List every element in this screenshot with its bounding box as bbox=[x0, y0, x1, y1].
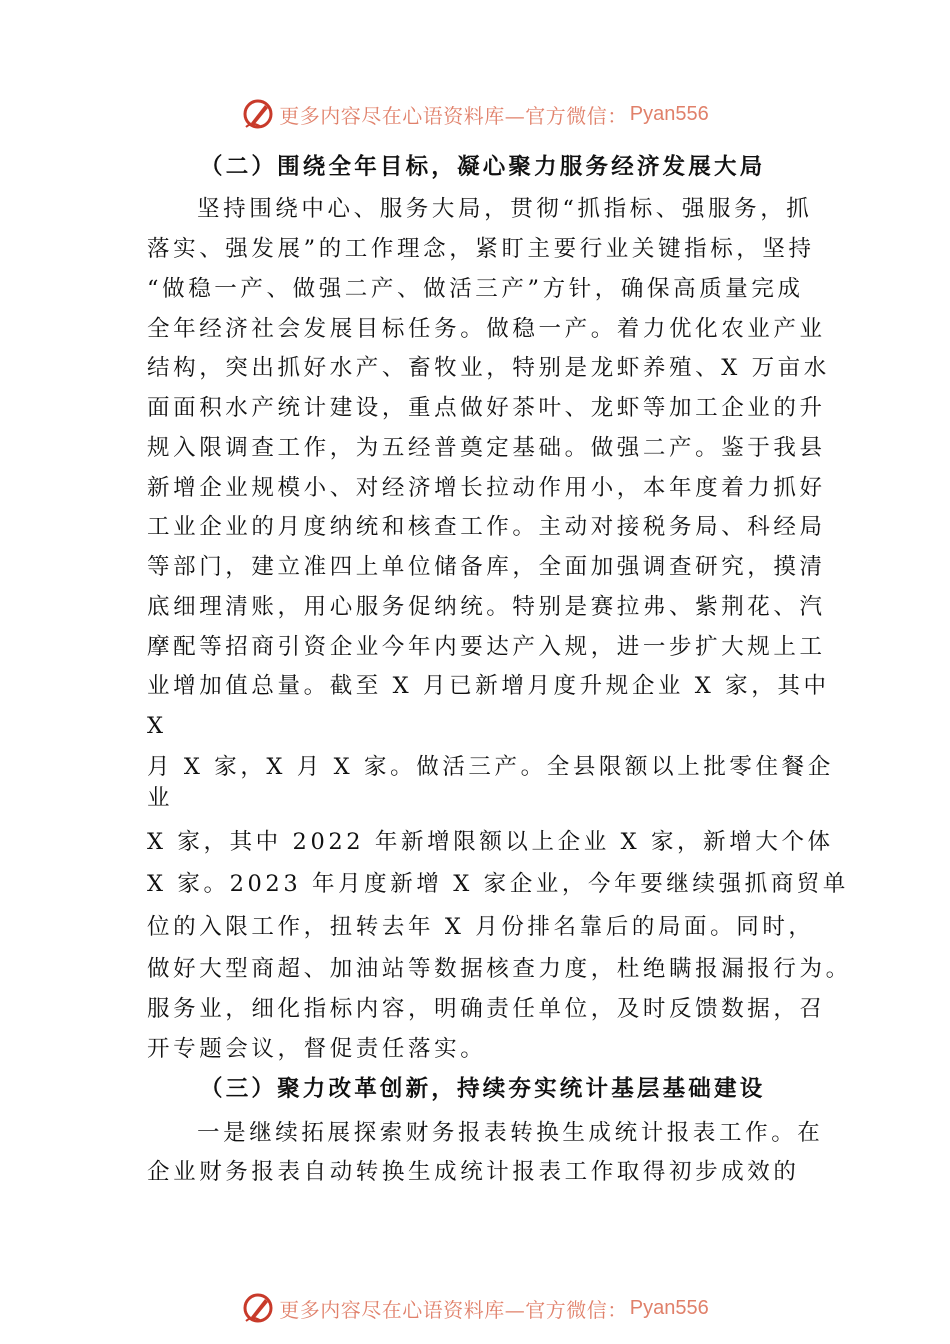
watermark-text: 更多内容尽在心语资料库—官方微信： bbox=[279, 1297, 628, 1322]
body-line: 底细理清账，用心服务促纳统。特别是赛拉弗、紫荆花、汽 bbox=[147, 594, 826, 620]
body-line: 面面积水产统计建设，重点做好茶叶、龙虾等加工企业的升 bbox=[147, 395, 826, 421]
body-line: 企业财务报表自动转换生成统计报表工作取得初步成效的 bbox=[147, 1159, 800, 1185]
footer-watermark bbox=[0, 1288, 950, 1328]
body-line: 业 bbox=[147, 785, 174, 811]
body-line: 一是继续拓展探索财务报表转换生成统计报表工作。在 bbox=[197, 1120, 824, 1146]
body-line: 规入限调查工作，为五经普奠定基础。做强二产。鉴于我县 bbox=[147, 435, 826, 461]
body-line: 坚持围绕中心、服务大局，贯彻“抓指标、强服务，抓 bbox=[197, 196, 813, 222]
body-line: X bbox=[147, 713, 167, 739]
header-watermark bbox=[0, 94, 950, 134]
body-line: 服务业，细化指标内容，明确责任单位，及时反馈数据，召 bbox=[147, 996, 826, 1022]
body-line: 结构，突出抓好水产、畜牧业，特别是龙虾养殖、X 万亩水 bbox=[147, 355, 830, 381]
body-line: 业增加值总量。截至 X 月已新增月度升规企业 X 家，其中 bbox=[147, 673, 830, 699]
body-line: 全年经济社会发展目标任务。做稳一产。着力优化农业产业 bbox=[147, 316, 826, 342]
body-line: 落实、强发展”的工作理念，紧盯主要行业关键指标，坚持 bbox=[147, 236, 815, 262]
watermark-wechat-id: Pyan556 bbox=[629, 1296, 709, 1319]
body-line: 开专题会议，督促责任落实。 bbox=[147, 1036, 487, 1062]
body-line: 工业企业的月度纳统和核查工作。主动对接税务局、科经局 bbox=[147, 514, 826, 540]
body-line: 新增企业规模小、对经济增长拉动作用小，本年度着力抓好 bbox=[147, 475, 826, 501]
body-line: 位的入限工作，扭转去年 X 月份排名靠后的局面。同时， bbox=[147, 914, 815, 940]
body-line: “做稳一产、做强二产、做活三产”方针，确保高质量完成 bbox=[147, 276, 804, 302]
body-line: 月 X 家，X 月 X 家。做活三产。全县限额以上批零住餐企 bbox=[147, 754, 834, 780]
watermark-text: 更多内容尽在心语资料库—官方微信： bbox=[279, 103, 628, 128]
section-heading-2: （二）围绕全年目标，凝心聚力服务经济发展大局 bbox=[200, 154, 766, 180]
body-line: X 家，其中 2022 年新增限额以上企业 X 家，新增大个体 bbox=[147, 829, 834, 855]
section-heading-3: （三）聚力改革创新，持续夯实统计基层基础建设 bbox=[200, 1076, 766, 1102]
body-line: 摩配等招商引资企业今年内要达产入规，进一步扩大规上工 bbox=[147, 634, 826, 660]
body-line: 做好大型商超、加油站等数据核查力度，杜绝瞒报漏报行为。 bbox=[147, 956, 852, 982]
watermark-wechat-id: Pyan556 bbox=[629, 102, 709, 125]
body-line: 等部门，建立准四上单位储备库，全面加强调查研究，摸清 bbox=[147, 554, 826, 580]
body-line: X 家。2023 年月度新增 X 家企业，今年要继续强抓商贸单 bbox=[147, 871, 850, 897]
pen-logo-icon bbox=[241, 1291, 275, 1325]
pen-logo-icon bbox=[241, 97, 275, 131]
